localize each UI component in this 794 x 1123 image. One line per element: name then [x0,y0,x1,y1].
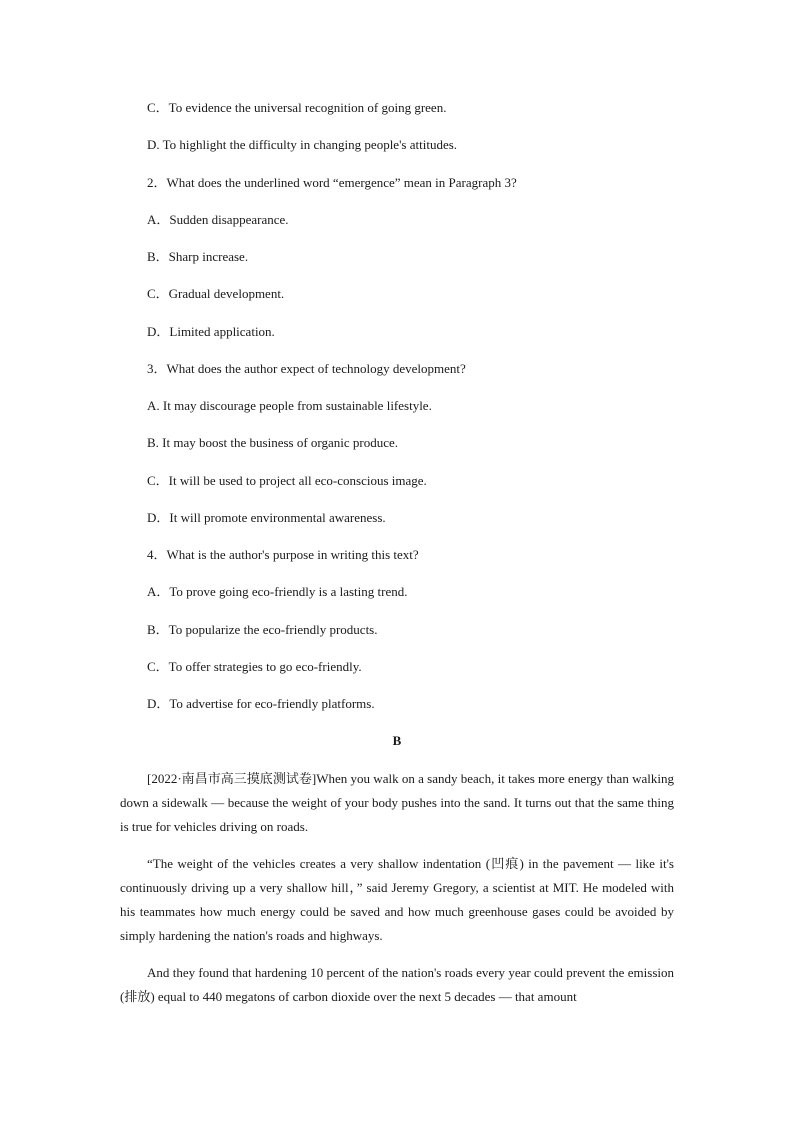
q3-option-c: C．It will be used to project all eco-conscious image. [147,473,427,488]
passage-paragraph-3: And they found that hardening 10 percent of the nation's roads every year could prevent the emission (排放) equal to 440 megatons of carbon dioxide over the next 5 decades — that amount [120,965,674,1004]
q3-stem: 3．What does the author expect of technology development? [147,361,466,376]
q2-option-b: B．Sharp increase. [147,249,249,264]
q3-option-a: A. It may discourage people from sustainable lifestyle. [147,398,432,413]
section-heading: B [392,733,402,748]
q1-option-c: C．To evidence the universal recognition of going green. [147,100,447,115]
passage-paragraph-2: “The weight of the vehicles creates a very shallow indentation (凹痕) in the pavement — like it's continuously driving up a very shallow hill，” said Jeremy Gregory, a scientist at MIT. He modeled with his teammates how much energy could be saved and how much greenhouse gases could be avoided by simply hardening the nation's roads and highways. [120,856,674,943]
q2-option-d: D．Limited application. [147,324,275,339]
q2-option-c: C．Gradual development. [147,286,285,301]
passage-paragraph-1: [2022·南昌市高三摸底测试卷]When you walk on a sandy beach, it takes more energy than walking down a sidewalk — because the weight of your body pushes into the sand. It turns out that the same thing is true for vehicles driving on roads. [120,771,674,834]
q3-option-b: B. It may boost the business of organic produce. [147,435,399,450]
q2-option-a: A．Sudden disappearance. [147,212,289,227]
q3-option-d: D．It will promote environmental awareness. [147,510,386,525]
q4-option-c: C．To offer strategies to go eco-friendly. [147,659,362,674]
q4-stem: 4．What is the author's purpose in writing this text? [147,547,419,562]
q4-option-b: B．To popularize the eco-friendly products. [147,622,378,637]
q1-option-d: D. To highlight the difficulty in changing people's attitudes. [147,137,458,152]
q2-stem: 2．What does the underlined word “emergence” mean in Paragraph 3? [147,175,517,190]
q4-option-d: D．To advertise for eco-friendly platforms. [147,696,375,711]
q4-option-a: A．To prove going eco-friendly is a lasting trend. [147,584,408,599]
